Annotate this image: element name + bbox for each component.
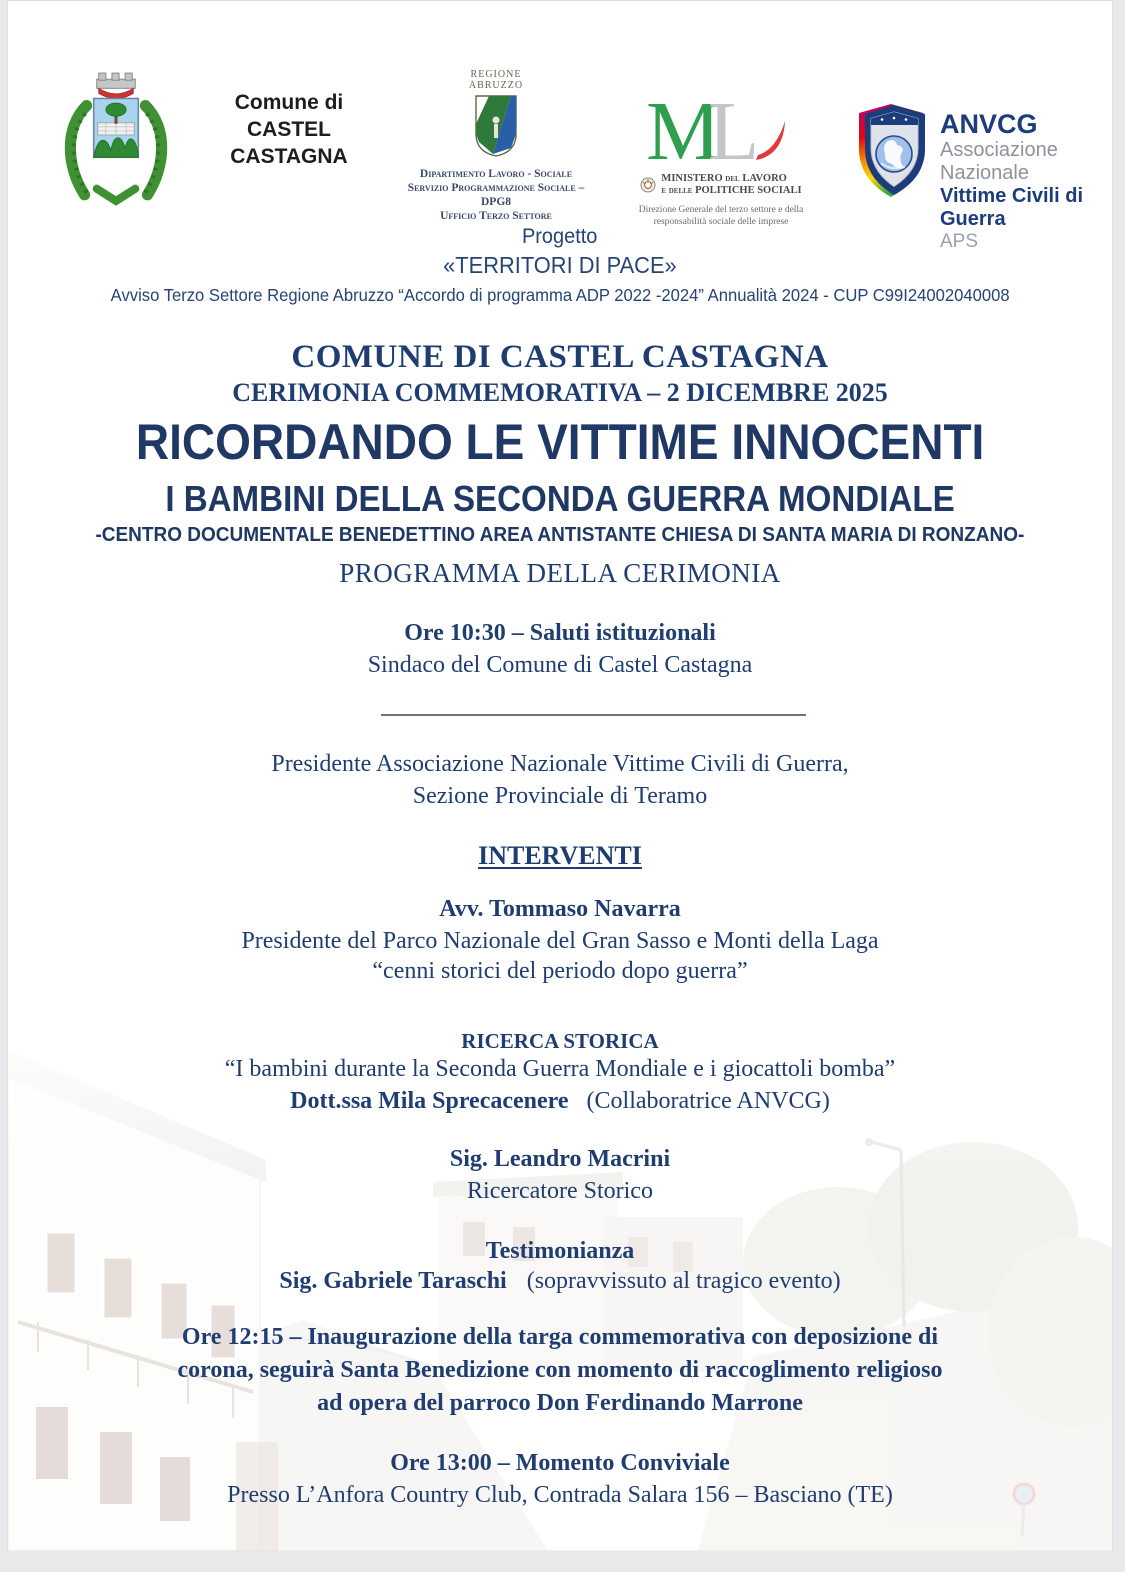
speaker2-role: Ricercatore Storico <box>467 1178 653 1204</box>
interventi-header: INTERVENTI <box>478 841 642 870</box>
event-comune-title: COMUNE DI CASTEL CASTAGNA <box>291 339 829 375</box>
event-ceremony-line: CERIMONIA COMMEMORATIVA – 2 DICEMBRE 2025 <box>232 378 888 407</box>
program-presidente-line2: Sezione Provinciale di Teramo <box>412 783 708 809</box>
testimonianza-header: Testimonianza <box>485 1238 635 1264</box>
svg-text:L: L <box>708 85 760 167</box>
anvcg-acronym: ANVCG <box>940 109 1038 139</box>
abruzzo-region-line1: REGIONE <box>470 69 522 80</box>
ml-monogram-icon <box>646 83 796 167</box>
comune-name-line2: CASTEL <box>247 118 331 141</box>
ricerca-topic: “I bambini durante la Seconda Guerra Mondiale e i giocattoli bomba” <box>224 1056 896 1082</box>
testimonianza-name: Sig. Gabriele Taraschi <box>279 1268 507 1294</box>
progetto-avviso: Avviso Terzo Settore Regione Abruzzo “Accordo di programma ADP 2022 -2024” Annualità 2024 - CUP C99I24002040008 <box>110 285 1010 305</box>
ricerca-header: RICERCA STORICA <box>461 1029 659 1053</box>
speaker1-topic: “cenni storici del periodo dopo guerra” <box>372 958 748 984</box>
castel-castagna-crest-logo <box>60 65 172 207</box>
speaker1-role: Presidente del Parco Nazionale del Gran Sasso e Monti della Laga <box>241 928 879 954</box>
speaker2-name: Sig. Leandro Macrini <box>449 1146 671 1172</box>
event-subtitle: I BAMBINI DELLA SECONDA GUERRA MONDIALE <box>165 478 955 519</box>
ministero-name-line2: e delle POLITICHE SOCIALI <box>661 185 802 196</box>
ministero-lavoro-logo <box>626 83 816 228</box>
program-header: PROGRAMMA DELLA CERIMONIA <box>339 558 781 588</box>
abruzzo-dept-line1: Dipartimento Lavoro - Sociale <box>419 168 573 180</box>
program-saluti-speaker: Sindaco del Comune di Castel Castagna <box>367 652 753 678</box>
comune-name-label <box>204 89 374 170</box>
abruzzo-region-line2: ABRUZZO <box>468 80 524 91</box>
program-saluti-time: Ore 10:30 – Saluti istituzionali <box>404 620 716 646</box>
ministero-sub-line2: responsabilità sociale delle imprese <box>653 217 789 227</box>
testimonianza-line <box>8 1266 1112 1296</box>
progetto-title: «TERRITORI DI PACE» <box>443 252 677 278</box>
program-presidente-line1: Presidente Associazione Nazionale Vittime Civili di Guerra, <box>271 751 849 777</box>
abruzzo-dept-line2: Servizio Programmazione Sociale – DPG8 <box>407 182 585 208</box>
ricerca-author-name: Dott.ssa Mila Sprecacenere <box>290 1088 569 1114</box>
comune-name-line1: Comune di <box>234 91 344 114</box>
speaker1-name: Avv. Tommaso Navarra <box>439 896 681 922</box>
ministero-name-line1: MINISTERO del LAVORO <box>661 173 787 184</box>
anvcg-shield-logo <box>851 101 931 201</box>
flyer-page <box>7 0 1113 1551</box>
testimonianza-note: (sopravvissuto al tragico evento) <box>526 1268 841 1294</box>
inaugurazione-line1: Ore 12:15 – Inaugurazione della targa commemorativa con deposizione di <box>181 1324 939 1350</box>
ministero-sub-line1: Direzione Generale del terzo settore e della <box>638 205 804 215</box>
conviviale-place: Presso L’Anfora Country Club, Contrada Salara 156 – Basciano (TE) <box>227 1482 893 1508</box>
inaugurazione-line3: ad opera del parroco Don Ferdinando Marrone <box>317 1390 803 1416</box>
repubblica-emblem-icon <box>640 177 656 193</box>
ricerca-author-note: (Collaboratrice ANVCG) <box>586 1088 830 1114</box>
anvcg-name-line1: Associazione Nazionale <box>940 139 1058 184</box>
comune-name-line3: CASTAGNA <box>230 145 348 168</box>
event-location-line: -CENTRO DOCUMENTALE BENEDETTINO AREA ANTISTANTE CHIESA DI SANTA MARIA DI RONZANO- <box>95 524 1025 546</box>
svg-text:M: M <box>646 85 721 167</box>
program-divider-line <box>381 714 806 716</box>
abruzzo-dept-line3: Ufficio Terzo Settore <box>440 210 552 222</box>
conviviale-time: Ore 13:00 – Momento Conviviale <box>390 1450 730 1476</box>
inaugurazione-line2: corona, seguirà Santa Benedizione con momento di raccoglimento religioso <box>177 1357 943 1383</box>
anvcg-name-line2: Vittime Civili di Guerra <box>940 185 1083 230</box>
event-main-title: RICORDANDO LE VITTIME INNOCENTI <box>135 414 985 470</box>
inaugurazione-block <box>8 1321 1112 1420</box>
anvcg-name-line3: APS <box>940 231 979 252</box>
regione-abruzzo-logo <box>406 69 586 223</box>
ricerca-author-line <box>8 1086 1112 1116</box>
progetto-label: Progetto <box>522 225 598 248</box>
abruzzo-shield-icon <box>473 94 519 158</box>
